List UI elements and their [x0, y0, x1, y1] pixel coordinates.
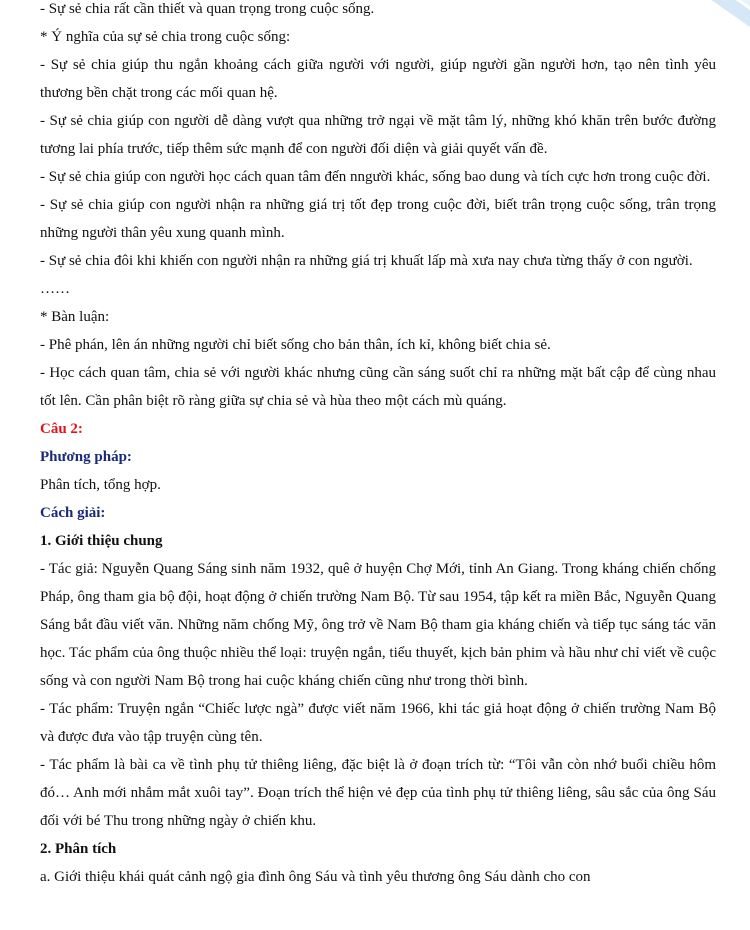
section-heading-analysis: 2. Phân tích — [40, 841, 117, 857]
paragraph: - Phê phán, lên án những người chỉ biết sống cho bản thân, ích kỉ, không biết chia sẻ. — [40, 337, 551, 353]
solution-heading: Cách giải: — [40, 505, 106, 521]
method-heading: Phương pháp: — [40, 449, 132, 465]
section-label-ban-luan: * Bàn luận: — [40, 309, 110, 325]
document-body — [40, 0, 716, 891]
question-heading: Câu 2: — [40, 421, 83, 437]
paragraph: - Sự sẻ chia rất cần thiết và quan trọng trong cuộc sống. — [40, 1, 375, 17]
paragraph: * Ý nghĩa của sự sẻ chia trong cuộc sống: — [40, 29, 291, 45]
paragraph: - Sự sẻ chia giúp thu ngắn khoảng cách giữa người với người, giúp người gần người hơn, tạo nên tình yêu thương bền chặt trong các mối quan hệ. — [40, 57, 716, 101]
paragraph: - Sự sẻ chia giúp con người nhận ra những giá trị tốt đẹp trong cuộc đời, biết trân trọng cuộc sống, trân trọng những người thân yêu xung quanh mình. — [40, 197, 716, 241]
section-heading-intro: 1. Giới thiệu chung — [40, 533, 163, 549]
paragraph: - Tác giả: Nguyễn Quang Sáng sinh năm 1932, quê ở huyện Chợ Mới, tỉnh An Giang. Trong kháng chiến chống Pháp, ông tham gia bộ đội, hoạt động ở chiến trường Nam Bộ. Từ sau 1954, tập kết ra miền Bắc, Nguyễn Quang Sáng bắt đầu viết văn. Những năm chống Mỹ, ông trở về Nam Bộ tham gia kháng chiến và tiếp tục sáng tác văn học. Tác phẩm của ông thuộc nhiều thể loại: truyện ngắn, tiểu thuyết, kịch bản phim và hầu như chỉ viết về cuộc sống và con người Nam Bộ trong hai cuộc kháng chiến cũng như trong thời bình. — [40, 561, 716, 689]
method-text: Phân tích, tổng hợp. — [40, 477, 161, 493]
ellipsis-line: …… — [40, 281, 70, 297]
paragraph: - Tác phẩm: Truyện ngắn “Chiếc lược ngà” được viết năm 1966, khi tác giả hoạt động ở chiến trường Nam Bộ và được đưa vào tập truyện cùng tên. — [40, 701, 716, 745]
paragraph: - Sự sẻ chia giúp con người học cách quan tâm đến nngười khác, sống bao dung và tích cực hơn trong cuộc đời. — [40, 169, 711, 185]
paragraph: a. Giới thiệu khái quát cảnh ngộ gia đình ông Sáu và tình yêu thương ông Sáu dành cho con — [40, 869, 591, 885]
paragraph: - Học cách quan tâm, chia sẻ với người khác nhưng cũng cần sáng suốt chỉ ra những mặt bất cập để cùng nhau tốt lên. Cần phân biệt rõ ràng giữa sự chia sẻ và hùa theo một cách mù quáng. — [40, 365, 716, 409]
paragraph: - Tác phẩm là bài ca về tình phụ tử thiêng liêng, đặc biệt là ở đoạn trích từ: “Tôi vẫn còn nhớ buổi chiều hôm đó… Anh mới nhắm mắt xuôi tay”. Đoạn trích thể hiện vẻ đẹp của tình phụ tử thiêng liêng, sâu sắc của ông Sáu đối với bé Thu trong những ngày ở chiến khu. — [40, 757, 716, 829]
paragraph: - Sự sẻ chia đôi khi khiến con người nhận ra những giá trị khuất lấp mà xưa nay chưa từng thấy ở con người. — [40, 253, 693, 269]
paragraph: - Sự sẻ chia giúp con người dễ dàng vượt qua những trở ngại về mặt tâm lý, những khó khăn trên bước đường tương lai phía trước, tiếp thêm sức mạnh để con người đối diện và giải quyết vấn đề. — [40, 113, 716, 157]
